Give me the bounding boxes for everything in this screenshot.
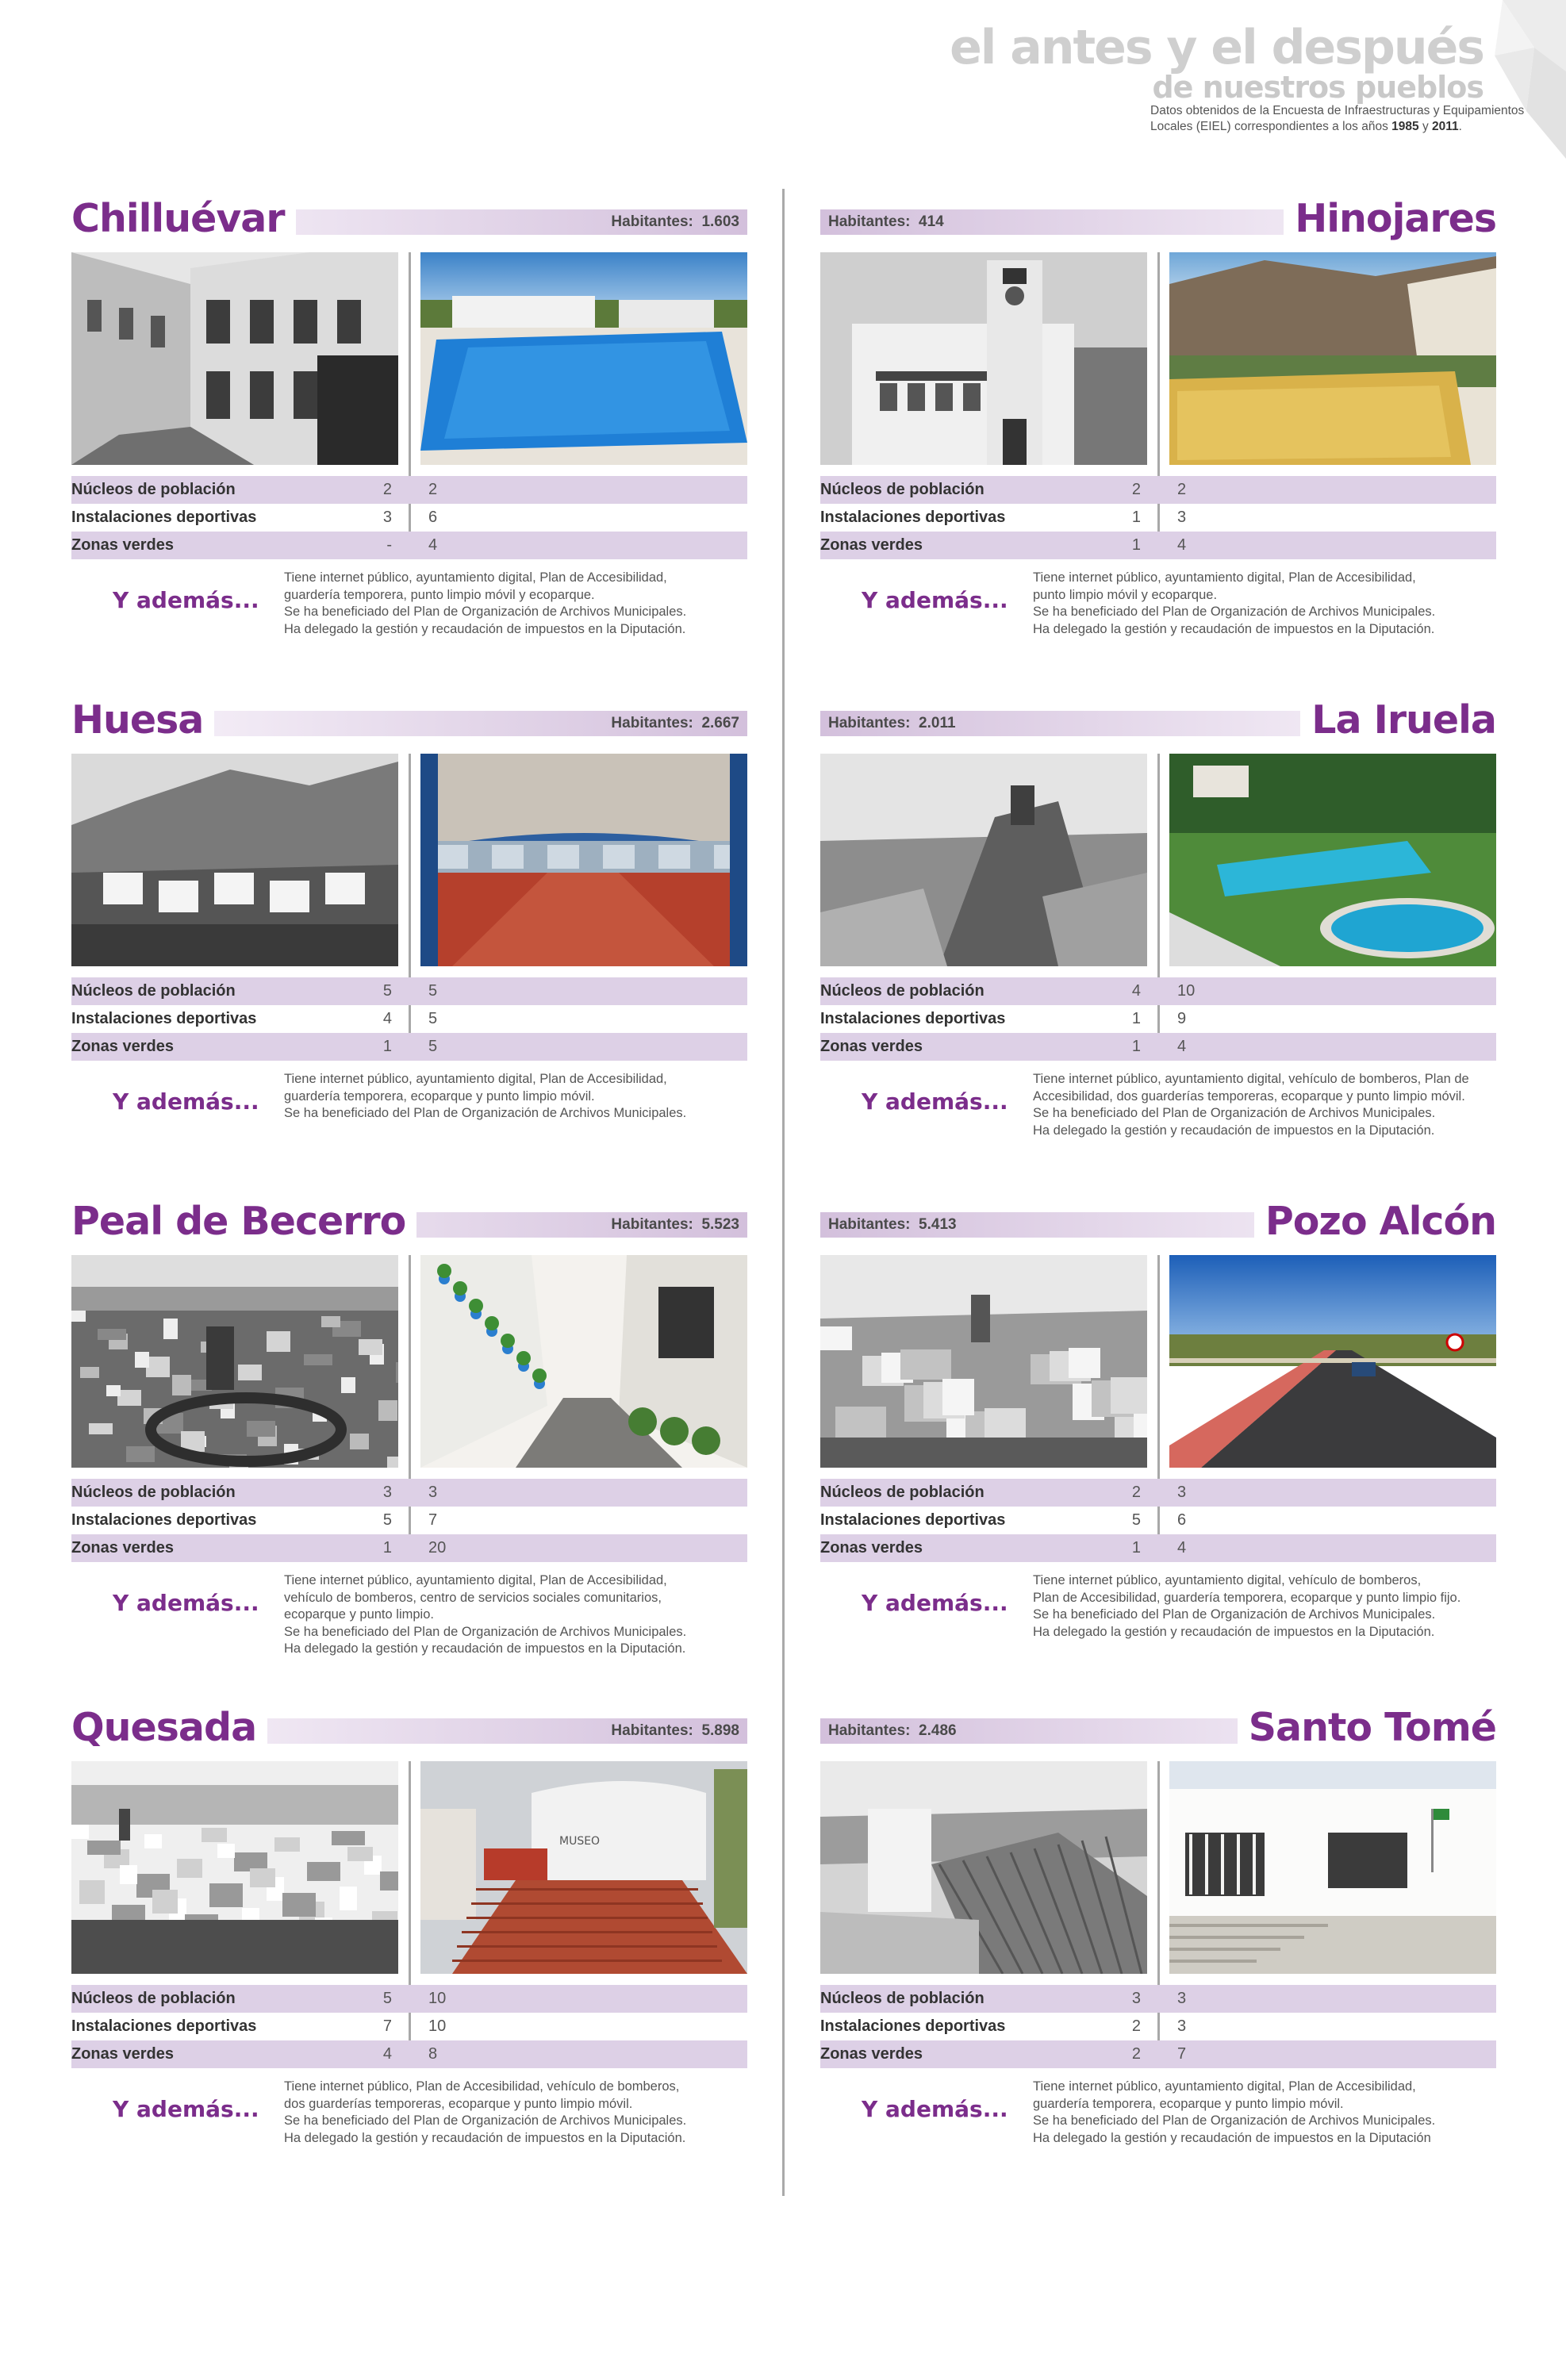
decorative-polygons: [1471, 0, 1566, 159]
value-2011: 9: [1177, 1010, 1187, 1027]
stats-table: [820, 1479, 1496, 1562]
ademas-description: Tiene internet público, ayuntamiento digital, vehículo de bomberos, Plan de Accesibilidad, guardería temporera, ecoparque y punto limpio fijo. Se ha beneficiado del Plan de Organización de Archivos Municipales. Ha delegado la gestión y recaudación de impuestos en la Diputación.: [1033, 1573, 1461, 1639]
poster-title-sub: de nuestros pueblos: [1152, 70, 1483, 105]
row-label: Zonas verdes: [71, 1038, 174, 1055]
value-1985: 1: [1131, 1539, 1141, 1557]
row-label: Zonas verdes: [820, 536, 923, 554]
value-1985: 2: [1131, 481, 1141, 498]
museum-sign-text: MUSEO: [559, 1835, 601, 1848]
value-1985: 1: [382, 1539, 392, 1557]
ademas-section: [71, 1572, 747, 1656]
photo-before: [820, 754, 1147, 966]
ademas-heading: Y además...: [862, 1088, 1008, 1115]
value-2011: 2: [1177, 481, 1187, 498]
stats-table: [71, 1479, 747, 1562]
stats-table: [71, 1985, 747, 2068]
town-name: Santo Tomé: [1238, 1704, 1496, 1752]
row-label: Núcleos de población: [71, 1484, 236, 1501]
stats-table: [820, 977, 1496, 1061]
row-verdes: [820, 532, 1496, 559]
value-1985: 5: [1131, 1511, 1141, 1529]
subtitle-year2: 2011: [1432, 120, 1459, 133]
photo-after: [1169, 252, 1496, 465]
row-label: Zonas verdes: [71, 536, 174, 554]
row-nucleos: [71, 1985, 747, 2013]
row-nucleos: [71, 1479, 747, 1507]
value-1985: 5: [382, 1511, 392, 1529]
ademas-section: [820, 2079, 1496, 2158]
photo-after: [1169, 1761, 1496, 1974]
ademas-section: [820, 570, 1496, 649]
photo-after: [420, 252, 747, 465]
town-block-quesada: [71, 1698, 747, 2198]
value-1985: 2: [1131, 1484, 1141, 1501]
ademas-description: Tiene internet público, ayuntamiento digital, Plan de Accesibilidad, guardería temporera, punto limpio móvil y ecoparque. Se ha beneficiado del Plan de Organización de Archivos Municipales. Ha delegado la gestión y recaudación de impuestos en la Diputación.: [284, 570, 687, 636]
habitantes-label: Habitantes: 2.011: [828, 715, 956, 731]
row-verdes: [820, 2040, 1496, 2068]
ademas-section: [71, 2079, 747, 2158]
value-2011: 2: [428, 481, 438, 498]
value-1985: 4: [382, 1010, 392, 1027]
photo-after: [1169, 1255, 1496, 1468]
ademas-heading: Y además...: [113, 1088, 259, 1115]
photo-before: [820, 1255, 1147, 1468]
value-2011: 3: [1177, 1990, 1187, 2007]
habitantes-label: Habitantes: 5.898: [611, 1722, 739, 1739]
row-label: Zonas verdes: [71, 2045, 174, 2063]
value-1985: 2: [382, 481, 392, 498]
photo-after: [1169, 754, 1496, 966]
row-deportivas: [71, 504, 747, 532]
habitantes-label: Habitantes: 5.413: [828, 1216, 957, 1233]
row-deportivas: [71, 1005, 747, 1033]
row-verdes: [71, 532, 747, 559]
row-nucleos: [820, 476, 1496, 504]
row-label: Instalaciones deportivas: [820, 1511, 1006, 1529]
ademas-section: [820, 1572, 1496, 1652]
ademas-heading: Y además...: [862, 2096, 1008, 2122]
column-divider: [782, 189, 785, 2196]
row-label: Zonas verdes: [71, 1539, 174, 1557]
row-label: Núcleos de población: [820, 1990, 985, 2007]
row-deportivas: [820, 1507, 1496, 1534]
photo-before: [71, 754, 398, 966]
row-label: Núcleos de población: [71, 982, 236, 1000]
habitantes-label: Habitantes: 5.523: [611, 1216, 739, 1233]
value-2011: 4: [428, 536, 438, 554]
row-nucleos: [71, 476, 747, 504]
stats-table: [820, 476, 1496, 559]
value-2011: 4: [1177, 1539, 1187, 1557]
habitantes-label: Habitantes: 2.486: [828, 1722, 957, 1739]
value-1985: 2: [1131, 2045, 1141, 2063]
value-2011: 3: [1177, 2017, 1187, 2035]
stats-table: [820, 1985, 1496, 2068]
poster-title: el antes y el después: [950, 20, 1483, 75]
photo-before: [820, 1761, 1147, 1974]
value-1985: 7: [382, 2017, 392, 2035]
row-label: Núcleos de población: [820, 1484, 985, 1501]
row-label: Instalaciones deportivas: [71, 1010, 257, 1027]
row-nucleos: [820, 1985, 1496, 2013]
ademas-section: [71, 1071, 747, 1150]
town-name: La Iruela: [1300, 697, 1496, 744]
stats-table: [71, 476, 747, 559]
ademas-heading: Y además...: [862, 587, 1008, 613]
value-1985: 3: [382, 509, 392, 526]
row-verdes: [820, 1033, 1496, 1061]
habitantes-value: 2.667: [701, 715, 739, 731]
value-1985: 1: [1131, 509, 1141, 526]
town-block-chilluévar: [71, 189, 747, 689]
town-block-pozo-alcón: [820, 1192, 1496, 1691]
value-2011: 5: [428, 1010, 438, 1027]
row-label: Instalaciones deportivas: [820, 509, 1006, 526]
stats-table: [71, 977, 747, 1061]
town-name: Quesada: [71, 1704, 267, 1752]
ademas-heading: Y además...: [113, 587, 259, 613]
row-deportivas: [71, 2013, 747, 2040]
ademas-description: Tiene internet público, ayuntamiento digital, Plan de Accesibilidad, guardería temporera, ecoparque y punto limpio móvil. Se ha beneficiado del Plan de Organización de Archivos Municipales.: [284, 1072, 687, 1120]
ademas-description: Tiene internet público, ayuntamiento digital, Plan de Accesibilidad, vehículo de bomberos, centro de servicios sociales comunitarios, ecoparque y punto limpio. Se ha beneficiado del Plan de Organización de Archivos Municipales. Ha delegado la gestión y recaudación de impuestos en la Diputación.: [284, 1573, 687, 1656]
row-label: Núcleos de población: [71, 481, 236, 498]
value-2011: 4: [1177, 536, 1187, 554]
row-label: Instalaciones deportivas: [820, 1010, 1006, 1027]
town-name: Hinojares: [1284, 195, 1496, 243]
row-nucleos: [71, 977, 747, 1005]
photo-before: [71, 1255, 398, 1468]
subtitle-line2: Locales (EIEL) correspondientes a los años: [1150, 120, 1388, 133]
town-block-huesa: [71, 690, 747, 1190]
habitantes-value: 2.011: [919, 715, 956, 731]
ademas-section: [71, 570, 747, 649]
row-verdes: [71, 2040, 747, 2068]
habitantes-value: 414: [919, 213, 944, 230]
subtitle-period: .: [1458, 120, 1462, 133]
ademas-section: [820, 1071, 1496, 1150]
row-label: Núcleos de población: [820, 481, 985, 498]
ademas-description: Tiene internet público, Plan de Accesibilidad, vehículo de bomberos, dos guarderías temporeras, ecoparque y punto limpio móvil. Se ha beneficiado del Plan de Organización de Archivos Municipales. Ha delegado la gestión y recaudación de impuestos en la Diputación.: [284, 2079, 687, 2145]
habitantes-label: Habitantes: 2.667: [611, 715, 739, 731]
value-2011: 8: [428, 2045, 438, 2063]
value-1985: 3: [382, 1484, 392, 1501]
row-verdes: [71, 1534, 747, 1562]
subtitle-connector: y: [1422, 120, 1429, 133]
row-label: Instalaciones deportivas: [820, 2017, 1006, 2035]
row-nucleos: [820, 1479, 1496, 1507]
row-label: Núcleos de población: [71, 1990, 236, 2007]
value-2011: 10: [428, 1990, 447, 2007]
habitantes-value: 1.603: [701, 213, 739, 230]
habitantes-value: 2.486: [919, 1722, 957, 1739]
value-2011: 3: [1177, 509, 1187, 526]
value-2011: 7: [428, 1511, 438, 1529]
ademas-description: Tiene internet público, ayuntamiento digital, vehículo de bomberos, Plan de Accesibilidad, dos guarderías temporeras, ecoparque y punto limpio móvil. Se ha beneficiado del Plan de Organización de Archivos Municipales. Ha delegado la gestión y recaudación de impuestos en la Diputación.: [1033, 1072, 1469, 1138]
value-2011: 6: [428, 509, 438, 526]
value-1985: 1: [382, 1038, 392, 1055]
photo-after: [420, 1255, 747, 1468]
value-1985: 2: [1131, 2017, 1141, 2035]
ademas-heading: Y además...: [113, 2096, 259, 2122]
photo-before: [71, 1761, 398, 1974]
row-label: Zonas verdes: [820, 2045, 923, 2063]
subtitle-line1: Datos obtenidos de la Encuesta de Infraestructuras y Equipamientos: [1150, 104, 1525, 117]
row-deportivas: [820, 504, 1496, 532]
ademas-heading: Y además...: [862, 1590, 1008, 1616]
row-verdes: [820, 1534, 1496, 1562]
habitantes-value: 5.898: [701, 1722, 739, 1739]
town-name: Huesa: [71, 697, 214, 744]
ademas-heading: Y además...: [113, 1590, 259, 1616]
value-1985: 1: [1131, 536, 1141, 554]
ademas-description: Tiene internet público, ayuntamiento digital, Plan de Accesibilidad, guardería temporera, ecoparque y punto limpio móvil. Se ha beneficiado del Plan de Organización de Archivos Municipales. Ha delegado la gestión y recaudación de impuestos en la Diputación: [1033, 2079, 1436, 2145]
value-2011: 4: [1177, 1038, 1187, 1055]
town-name: Pozo Alcón: [1254, 1198, 1496, 1246]
value-1985: 1: [1131, 1038, 1141, 1055]
row-label: Zonas verdes: [820, 1038, 923, 1055]
habitantes-label: Habitantes: 414: [828, 213, 944, 230]
value-2011: 3: [1177, 1484, 1187, 1501]
town-block-la-iruela: [820, 690, 1496, 1190]
value-1985: 5: [382, 1990, 392, 2007]
habitantes-label: Habitantes: 1.603: [611, 213, 739, 230]
value-1985: 5: [382, 982, 392, 1000]
value-2011: 7: [1177, 2045, 1187, 2063]
habitantes-value: 5.413: [919, 1216, 957, 1233]
row-label: Instalaciones deportivas: [71, 1511, 257, 1529]
row-deportivas: [71, 1507, 747, 1534]
value-2011: 3: [428, 1484, 438, 1501]
photo-after: [420, 754, 747, 966]
habitantes-value: 5.523: [701, 1216, 739, 1233]
value-1985: 4: [1131, 982, 1141, 1000]
value-2011: 5: [428, 1038, 438, 1055]
value-1985: 3: [1131, 1990, 1141, 2007]
town-block-peal-de-becerro: [71, 1192, 747, 1691]
town-name: Peal de Becerro: [71, 1198, 416, 1246]
value-1985: 1: [1131, 1010, 1141, 1027]
row-verdes: [71, 1033, 747, 1061]
value-2011: 5: [428, 982, 438, 1000]
value-2011: 6: [1177, 1511, 1187, 1529]
value-1985: -: [386, 536, 392, 554]
value-2011: 20: [428, 1539, 447, 1557]
row-label: Instalaciones deportivas: [71, 509, 257, 526]
row-deportivas: [820, 2013, 1496, 2040]
row-deportivas: [820, 1005, 1496, 1033]
row-label: Núcleos de población: [820, 982, 985, 1000]
value-1985: 4: [382, 2045, 392, 2063]
value-2011: 10: [428, 2017, 447, 2035]
town-name: Chilluévar: [71, 195, 296, 243]
photo-before: [71, 252, 398, 465]
row-nucleos: [820, 977, 1496, 1005]
subtitle-year1: 1985: [1391, 120, 1419, 133]
town-block-hinojares: [820, 189, 1496, 689]
ademas-description: Tiene internet público, ayuntamiento digital, Plan de Accesibilidad, punto limpio móvil y ecoparque. Se ha beneficiado del Plan de Organización de Archivos Municipales. Ha delegado la gestión y recaudación de impuestos en la Diputación.: [1033, 570, 1436, 636]
photo-before: [820, 252, 1147, 465]
photo-after: [420, 1761, 747, 1974]
row-label: Instalaciones deportivas: [71, 2017, 257, 2035]
town-block-santo-tomé: [820, 1698, 1496, 2198]
row-label: Zonas verdes: [820, 1539, 923, 1557]
value-2011: 10: [1177, 982, 1196, 1000]
